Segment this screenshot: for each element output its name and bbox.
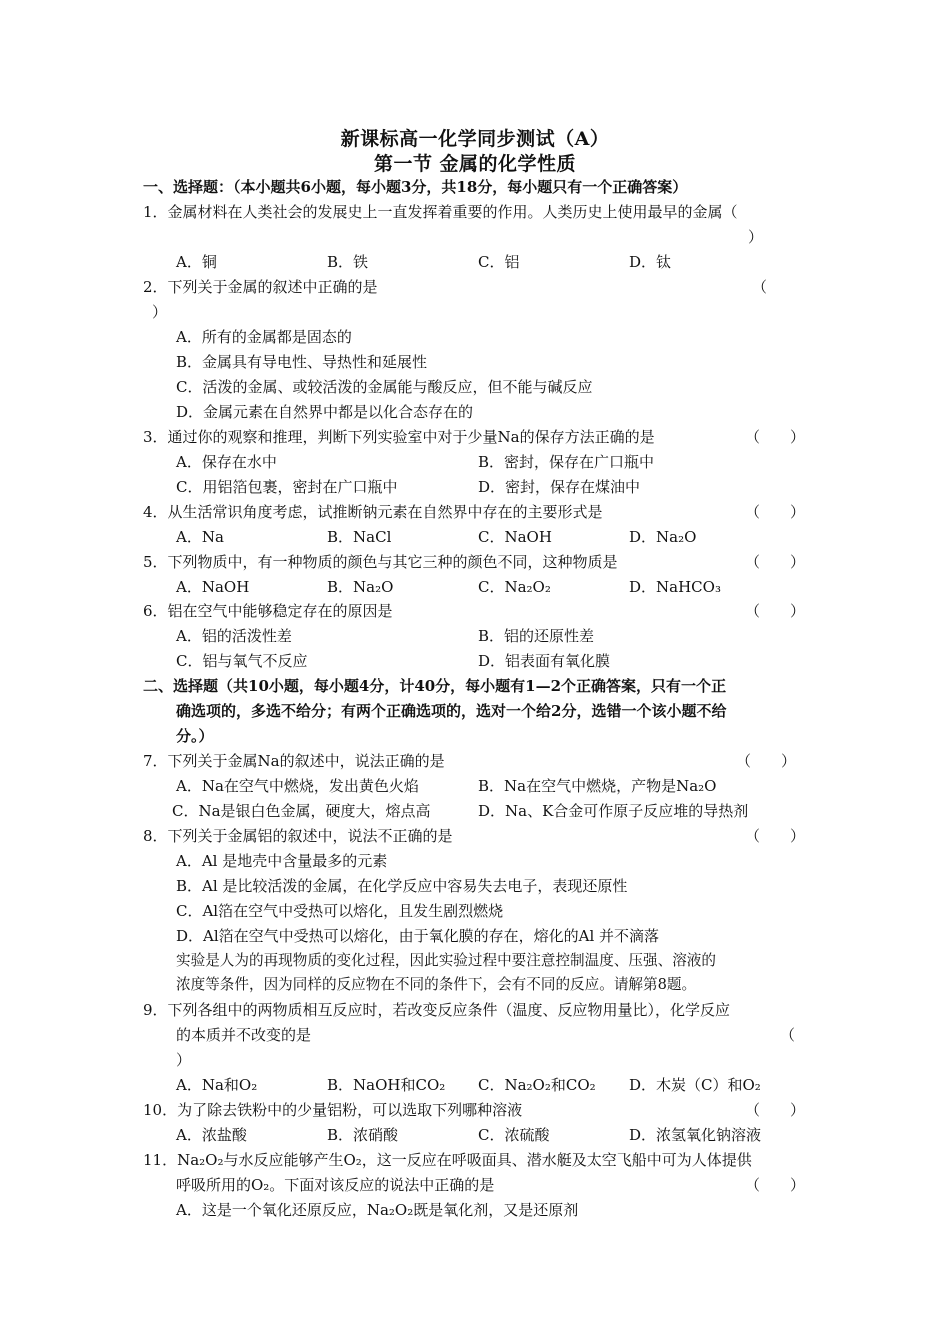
question-8-paren: （ ） — [745, 827, 806, 845]
question-8-option-c: C．Al箔在空气中受热可以熔化，且发生剧烈燃烧 — [176, 902, 504, 920]
section-2-heading-line-2: 确选项的，多选不给分；有两个正确选项的，选对一个给2分，选错一个该小题不给 — [176, 702, 727, 720]
question-1-option-a: A．铜 — [176, 253, 217, 271]
question-5-option-c: C．Na₂O₂ — [478, 578, 551, 596]
question-3-option-b: B．密封，保存在广口瓶中 — [478, 453, 655, 471]
question-7-stem: 7．下列关于金属Na的叙述中，说法正确的是 — [143, 752, 445, 770]
question-9-option-b: B．NaOH和CO₂ — [327, 1076, 446, 1094]
question-5-option-b: B．Na₂O — [327, 578, 394, 596]
question-3-stem: 3．通过你的观察和推理，判断下列实验室中对于少量Na的保存方法正确的是 — [143, 428, 655, 446]
question-2-option-a: A．所有的金属都是固态的 — [176, 328, 352, 346]
question-9-option-a: A．Na和O₂ — [176, 1076, 258, 1094]
question-3-option-d: D．密封，保存在煤油中 — [478, 478, 641, 496]
question-6-stem: 6．铝在空气中能够稳定存在的原因是 — [143, 602, 393, 620]
question-5-paren: （ ） — [745, 553, 806, 571]
question-10-option-d: D．浓氢氧化钠溶液 — [629, 1126, 762, 1144]
question-2-paren-open: （ — [752, 278, 768, 296]
question-5-stem: 5．下列物质中，有一种物质的颜色与其它三种的颜色不同，这种物质是 — [143, 553, 618, 571]
question-1-paren-close: ） — [748, 228, 764, 246]
question-8-option-d: D．Al箔在空气中受热可以熔化，由于氧化膜的存在，熔化的Al 并不滴落 — [176, 927, 660, 945]
question-3-option-c: C．用铝箔包裹，密封在广口瓶中 — [176, 478, 398, 496]
question-10-option-a: A．浓盐酸 — [176, 1126, 247, 1144]
question-8-option-b: B．Al 是比较活泼的金属，在化学反应中容易失去电子，表现还原性 — [176, 877, 628, 895]
question-11-stem-line-1: 11．Na₂O₂与水反应能够产生O₂，这一反应在呼吸面具、潜水艇及太空飞船中可为人体提供 — [143, 1151, 752, 1169]
question-4-option-b: B．NaCl — [327, 528, 392, 546]
question-6-option-b: B．铝的还原性差 — [478, 627, 595, 645]
question-7-option-b: B．Na在空气中燃烧，产物是Na₂O — [478, 777, 717, 795]
question-1-stem: 1．金属材料在人类社会的发展史上一直发挥着重要的作用。人类历史上使用最早的金属（ — [143, 203, 738, 221]
question-11-paren: （ ） — [745, 1176, 806, 1194]
page-title: 新课标高一化学同步测试（A） — [340, 128, 610, 150]
question-5-option-a: A．NaOH — [176, 578, 250, 596]
question-1-option-b: B．铁 — [327, 253, 369, 271]
question-5-option-d: D．NaHCO₃ — [629, 578, 721, 596]
section-2-heading-line-1: 二、选择题（共10小题，每小题4分，计40分，每小题有1—2个正确答案，只有一个正 — [143, 677, 727, 695]
question-4-paren: （ ） — [745, 503, 806, 521]
question-8-stem: 8．下列关于金属铝的叙述中，说法不正确的是 — [143, 827, 453, 845]
question-2-option-b: B．金属具有导电性、导热性和延展性 — [176, 353, 428, 371]
question-8-option-a: A．Al 是地壳中含量最多的元素 — [176, 852, 388, 870]
question-7-option-c: C．Na是银白色金属，硬度大，熔点高 — [172, 802, 431, 820]
experiment-note-line-1: 实验是人为的再现物质的变化过程，因此实验过程中要注意控制温度、压强、溶液的 — [176, 952, 716, 969]
question-4-stem: 4．从生活常识角度考虑，试推断钠元素在自然界中存在的主要形式是 — [143, 503, 603, 521]
question-11-option-a: A．这是一个氧化还原反应，Na₂O₂既是氧化剂，又是还原剂 — [176, 1201, 579, 1219]
question-9-paren-open: （ — [780, 1026, 796, 1044]
question-10-stem: 10．为了除去铁粉中的少量铝粉，可以选取下列哪种溶液 — [143, 1101, 523, 1119]
question-6-paren: （ ） — [745, 602, 806, 620]
question-10-paren: （ ） — [745, 1101, 806, 1119]
question-9-stem-line-2: 的本质并不改变的是 — [176, 1026, 312, 1044]
question-4-option-d: D．Na₂O — [629, 528, 697, 546]
question-4-option-a: A．Na — [176, 528, 224, 546]
question-3-paren: （ ） — [745, 428, 806, 446]
question-10-option-b: B．浓硝酸 — [327, 1126, 399, 1144]
question-1-option-d: D．钛 — [629, 253, 672, 271]
question-7-option-a: A．Na在空气中燃烧，发出黄色火焰 — [176, 777, 419, 795]
page-subtitle: 第一节 金属的化学性质 — [373, 153, 577, 175]
experiment-note-line-2: 浓度等条件，因为同样的反应物在不同的条件下，会有不同的反应。请解第8题。 — [176, 976, 697, 993]
question-1-option-c: C．铝 — [478, 253, 520, 271]
question-6-option-c: C．铝与氧气不反应 — [176, 652, 308, 670]
question-3-option-a: A．保存在水中 — [176, 453, 277, 471]
section-2-heading-line-3: 分。） — [176, 727, 214, 745]
question-9-option-c: C．Na₂O₂和CO₂ — [478, 1076, 596, 1094]
question-2-paren-close: ） — [152, 303, 168, 321]
question-10-option-c: C．浓硫酸 — [478, 1126, 550, 1144]
question-9-option-d: D．木炭（C）和O₂ — [629, 1076, 761, 1094]
question-7-option-d: D．Na、K合金可作原子反应堆的导热剂 — [478, 802, 749, 820]
question-11-stem-line-2: 呼吸所用的O₂。下面对该反应的说法中正确的是 — [176, 1176, 495, 1194]
question-9-paren-close: ） — [176, 1051, 192, 1069]
question-9-stem-line-1: 9．下列各组中的两物质相互反应时，若改变反应条件（温度、反应物用量比），化学反应 — [143, 1001, 731, 1019]
question-6-option-a: A．铝的活泼性差 — [176, 627, 292, 645]
section-1-heading: 一、选择题：（本小题共6小题，每小题3分，共18分，每小题只有一个正确答案） — [143, 178, 688, 196]
question-6-option-d: D．铝表面有氧化膜 — [478, 652, 611, 670]
question-2-stem: 2．下列关于金属的叙述中正确的是 — [143, 278, 378, 296]
question-2-option-c: C．活泼的金属、或较活泼的金属能与酸反应，但不能与碱反应 — [176, 378, 593, 396]
question-7-paren: （ ） — [736, 752, 797, 770]
question-2-option-d: D．金属元素在自然界中都是以化合态存在的 — [176, 403, 474, 421]
question-4-option-c: C．NaOH — [478, 528, 552, 546]
